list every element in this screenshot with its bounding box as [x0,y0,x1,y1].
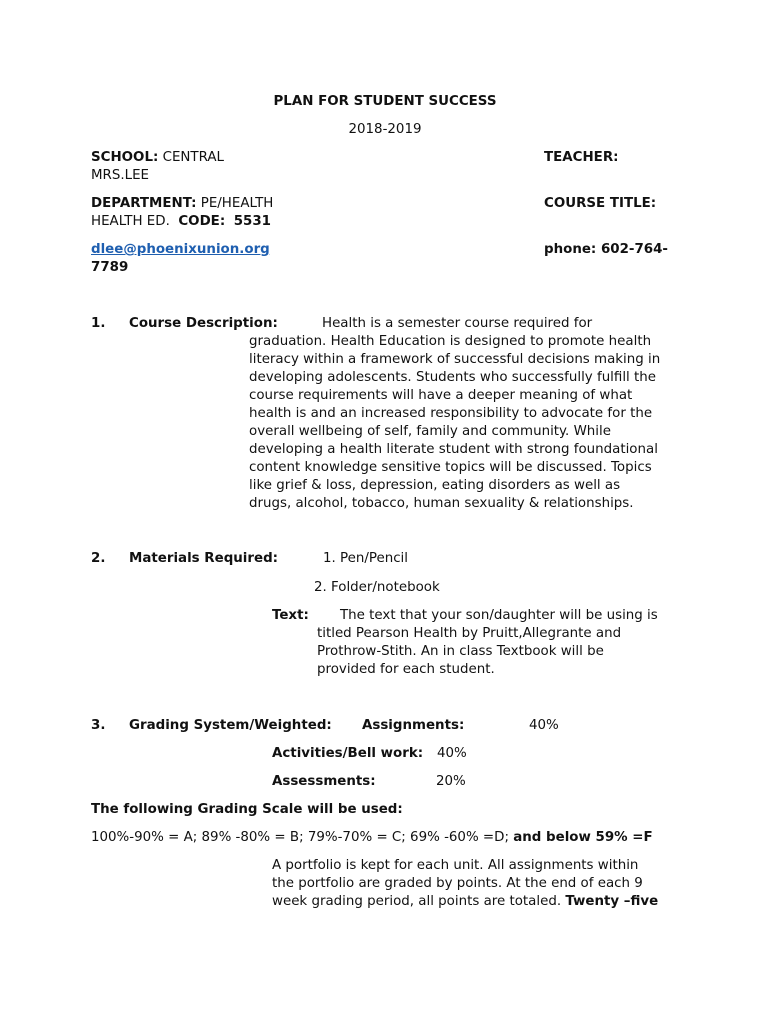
assignments-label: Assignments: [362,718,465,733]
school-year: 2018-2019 [348,122,422,137]
assessments-value: 20% [436,774,466,789]
portfolio-line: the portfolio are graded by points. At the end of each 9 [272,876,643,891]
assignments-value: 40% [529,718,559,733]
code-value: 5531 [233,214,271,229]
school-label: SCHOOL: [91,150,159,165]
materials-item-2: 2. Folder/notebook [314,580,440,595]
activities-value: 40% [437,746,467,761]
school-value: CENTRAL [158,150,224,165]
portfolio-last-text: week grading period, all points are totaled. [272,894,566,909]
section-1-number: 1. [91,316,106,331]
department-line [91,195,273,213]
portfolio-line: A portfolio is kept for each unit. All assignments within [272,858,639,873]
department-value: PE/HEALTH [196,196,274,211]
description-line: developing a health literate student with strong foundational [249,442,658,457]
grading-scale-fail: and below 59% =F [513,830,653,845]
course-description [249,333,689,513]
description-line: graduation. Health Education is designed to promote health [249,334,652,349]
text-label: Text: [272,608,309,623]
course-title-label: COURSE TITLE: [544,196,657,211]
grading-scale-line [91,829,653,847]
grading-scale-heading: The following Grading Scale will be used: [91,802,403,817]
section-3-label: Grading System/Weighted: [129,718,332,733]
grading-scale-text: 100%-90% = A; 89% -80% = B; 79%-70% = C; 69% -60% =D; [91,830,514,845]
teacher-value: MRS.LEE [91,168,149,183]
portfolio-line [272,893,692,911]
description-line: overall wellbeing of self, family and community. While [249,424,611,439]
description-line: health is and an increased responsibility to advocate for the [249,406,653,421]
description-line: developing adolescents. Students who successfully fulfill the [249,370,657,385]
section-2-label: Materials Required: [129,551,279,566]
materials-item-1: 1. Pen/Pencil [323,551,408,566]
phone-label: phone: 602-764- [544,242,668,257]
document-title: PLAN FOR STUDENT SUCCESS [273,94,497,109]
description-line: course requirements will have a deeper meaning of what [249,388,633,403]
text-line: Prothrow-Stith. An in class Textbook will be [317,644,604,659]
email-link[interactable]: dlee@phoenixunion.org [91,242,270,257]
teacher-label: TEACHER: [544,150,619,165]
description-line: content knowledge sensitive topics will be discussed. Topics [249,460,652,475]
text-first-line: The text that your son/daughter will be using is [340,608,658,623]
activities-label: Activities/Bell work: [272,746,424,761]
section-2-number: 2. [91,551,106,566]
text-line: provided for each student. [317,662,495,677]
description-line: literacy within a framework of successful decisions making in [249,352,661,367]
phone-value: 7789 [91,260,129,275]
school-line [91,149,224,167]
section-1-label: Course Description: [129,316,278,331]
department-label: DEPARTMENT: [91,196,197,211]
code-label: CODE: [178,214,226,229]
section-1-first-line: Health is a semester course required for [322,316,593,331]
portfolio-last-bold: Twenty –five [565,894,659,909]
description-line: like grief & loss, depression, eating disorders as well as [249,478,621,493]
portfolio-paragraph [272,857,692,911]
assessments-label: Assessments: [272,774,376,789]
course-title-value: HEALTH ED. [91,214,170,229]
text-line: titled Pearson Health by Pruitt,Allegrante and [317,626,622,641]
description-line: drugs, alcohol, tobacco, human sexuality & relationships. [249,496,634,511]
text-description [317,625,697,679]
section-3-number: 3. [91,718,106,733]
course-code-line [91,213,271,231]
